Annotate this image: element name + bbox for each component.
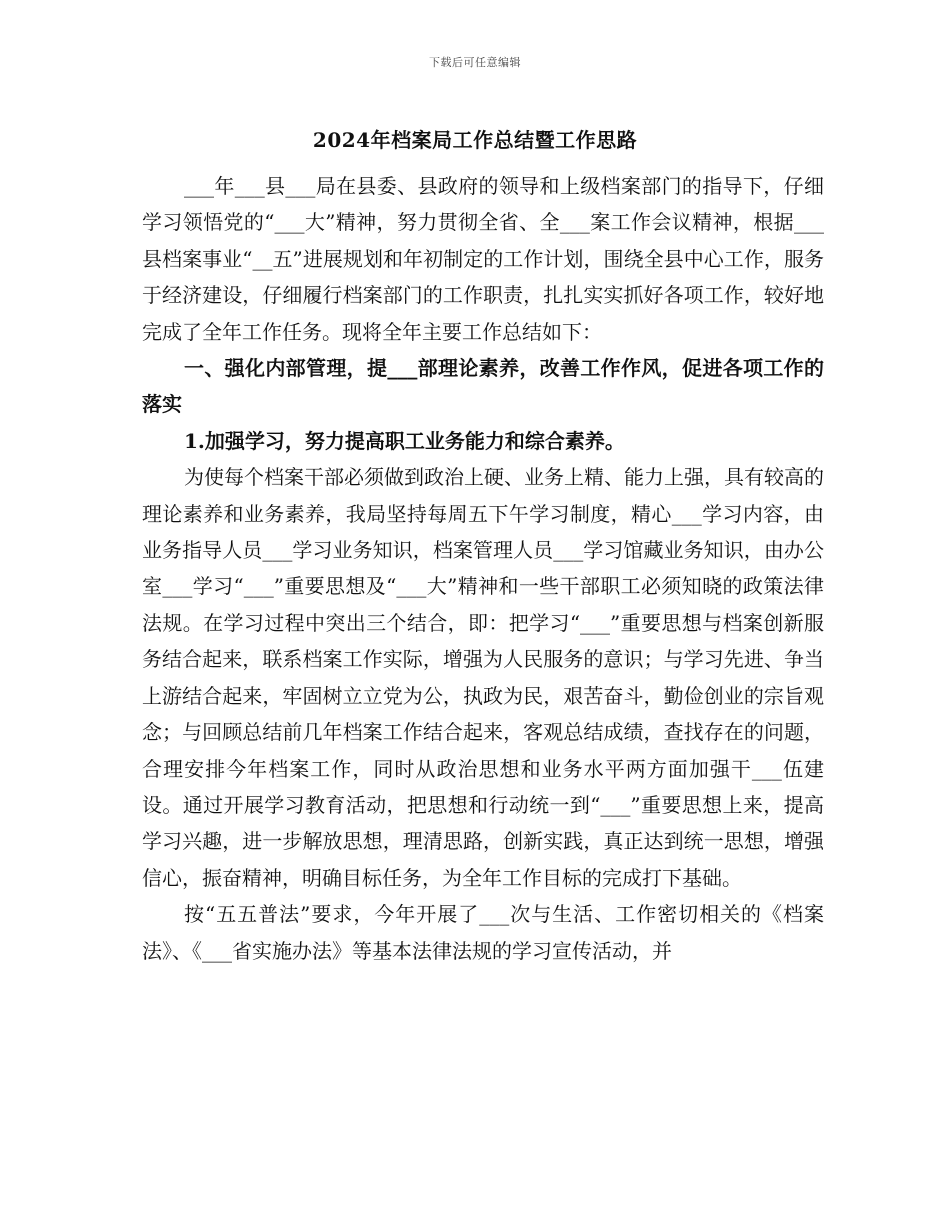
subsection-heading-1-1: 1.加强学习，努力提高职工业务能力和综合素养。 [184, 428, 625, 453]
section-heading-1: 一、强化内部管理，提___部理论素养，改善工作作风，促进各项工作的落实 [142, 356, 824, 417]
intro-paragraph: ___年___县___局在县委、县政府的领导和上级档案部门的指导下，仔细学习领悟党的“___大”精神，努力贯彻全省、全___案工作会议精神，根据___县档案事业“__五”进展规划和年初制定的工作计划，围绕全县中心工作，服务于经济建设，仔细履行档案部门的工作职责，扎扎实实抓好各项工作，较好地完成了全年工作任务。现将全年主要工作总结如下： [142, 174, 824, 344]
document-body [142, 168, 824, 969]
study-paragraph: 为使每个档案干部必须做到政治上硬、业务上精、能力上强，具有较高的理论素养和业务素养，我局坚持每周五下午学习制度，精心___学习内容，由业务指导人员___学习业务知识，档案管理人员___学习馆藏业务知识，由办公室___学习“___”重要思想及“___大”精神和一些干部职工必须知晓的政策法律法规。在学习过程中突出三个结合，即：把学习“___”重要思想与档案创新服务结合起来，联系档案工作实际，增强为人民服务的意识；与学习先进、争当上游结合起来，牢固树立立党为公，执政为民，艰苦奋斗，勤俭创业的宗旨观念；与回顾总结前几年档案工作结合起来，客观总结成绩，查找存在的问题，合理安排今年档案工作，同时从政治思想和业务水平两方面加强干___伍建设。通过开展学习教育活动，把思想和行动统一到“___”重要思想上来，提高学习兴趣，进一步解放思想，理清思路，创新实践，真正达到统一思想，增强信心，振奋精神，明确目标任务，为全年工作目标的完成打下基础。 [142, 465, 824, 890]
document-title: 2024年档案局工作总结暨工作思路 [312, 128, 638, 152]
law-education-paragraph: 按“五五普法”要求，今年开展了___次与生活、工作密切相关的《档案法》、《___省实施办法》等基本法律法规的学习宣传活动，并 [142, 902, 824, 963]
page-header-note: 下载后可任意编辑 [429, 56, 521, 69]
